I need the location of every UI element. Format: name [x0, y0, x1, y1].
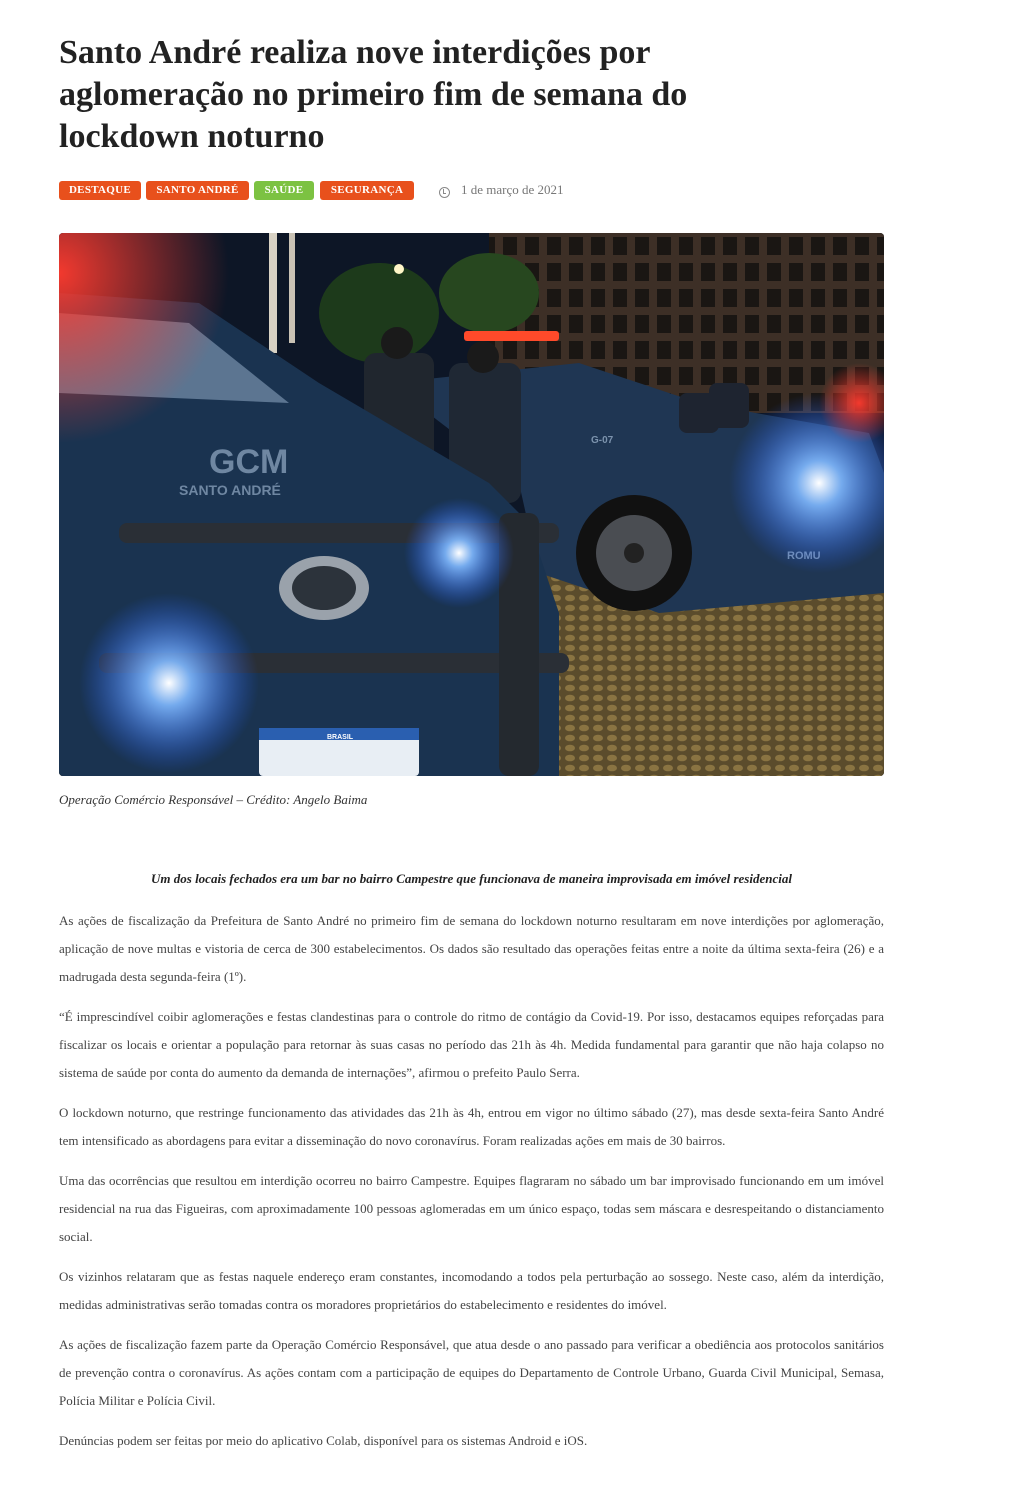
paragraph: Uma das ocorrências que resultou em interdição ocorreu no bairro Campestre. Equipes flagraram no sábado um bar improvisado funcionando em um imóvel residencial na rua das Figueiras, com aproximadamente 100 pessoas aglomeradas em um único espaço, todas sem máscara e desrespeitando o distanciamento social.	[59, 1173, 884, 1244]
paragraph: As ações de fiscalização da Prefeitura de Santo André no primeiro fim de semana do lockdown noturno resultaram em nove interdições por aglomeração, aplicação de nove multas e vistoria de cerca de 300 estabelecimentos. Os dados são resultado das operações feitas entre a noite da última sexta-feira (26) e a madrugada desta segunda-feira (1º).	[59, 913, 884, 984]
article-title: Santo André realiza nove interdições por aglomeração no primeiro fim de semana do lockdown noturno	[59, 34, 688, 155]
paragraph: As ações de fiscalização fazem parte da Operação Comércio Responsável, que atua desde o ano passado para verificar a obediência aos protocolos sanitários de prevenção contra o coronavírus. As ações contam com a participação de equipes do Departamento de Controle Urbano, Guarda Civil Municipal, Semasa, Polícia Militar e Polícia Civil.	[59, 1337, 884, 1408]
clock-icon	[439, 187, 450, 198]
paragraph: Os vizinhos relataram que as festas naquele endereço eram constantes, incomodando a todos pela perturbação ao sossego. Neste caso, além da interdição, medidas administrativas serão tomadas contra os moradores proprietários do estabelecimento e residentes do imóvel.	[59, 1269, 884, 1312]
car-number: G-07	[591, 435, 614, 446]
tag-saude[interactable]: SAÚDE	[254, 181, 314, 200]
article-lead: Um dos locais fechados era um bar no bairro Campestre que funcionava de maneira improvisada em imóvel residencial	[151, 871, 792, 886]
car-label-santo-andre: SANTO ANDRÉ	[179, 482, 281, 498]
tag-santo-andre[interactable]: SANTO ANDRÉ	[146, 181, 249, 200]
car-label-gcm: GCM	[209, 443, 289, 481]
publish-date: 1 de março de 2021	[461, 182, 564, 197]
tag-seguranca[interactable]: SEGURANÇA	[320, 181, 414, 200]
featured-image[interactable]	[59, 233, 884, 776]
paragraph: O lockdown noturno, que restringe funcionamento das atividades das 21h às 4h, entrou em vigor no último sábado (27), mas desde sexta-feira Santo André tem intensificado as abordagens para evitar a disseminação do novo coronavírus. Foram realizadas ações em mais de 30 bairros.	[59, 1105, 884, 1148]
paragraph: Denúncias podem ser feitas por meio do aplicativo Colab, disponível para os sistemas Android e iOS.	[59, 1433, 588, 1448]
paragraph: “É imprescindível coibir aglomerações e festas clandestinas para o controle do ritmo de contágio da Covid-19. Por isso, destacamos equipes reforçadas para fiscalizar os locais e orientar a população para retornar às suas casas no período das 21h às 4h. Medida fundamental para garantir que não haja colapso no sistema de saúde por conta do aumento da demanda de internações”, afirmou o prefeito Paulo Serra.	[59, 1009, 884, 1080]
tag-destaque[interactable]: DESTAQUE	[59, 181, 141, 200]
police-cars-photo	[59, 233, 884, 776]
image-caption: Operação Comércio Responsável – Crédito: Angelo Baima	[59, 792, 368, 807]
plate-country: BRASIL	[327, 734, 354, 741]
article-body	[59, 907, 884, 1467]
article-meta	[59, 181, 884, 201]
